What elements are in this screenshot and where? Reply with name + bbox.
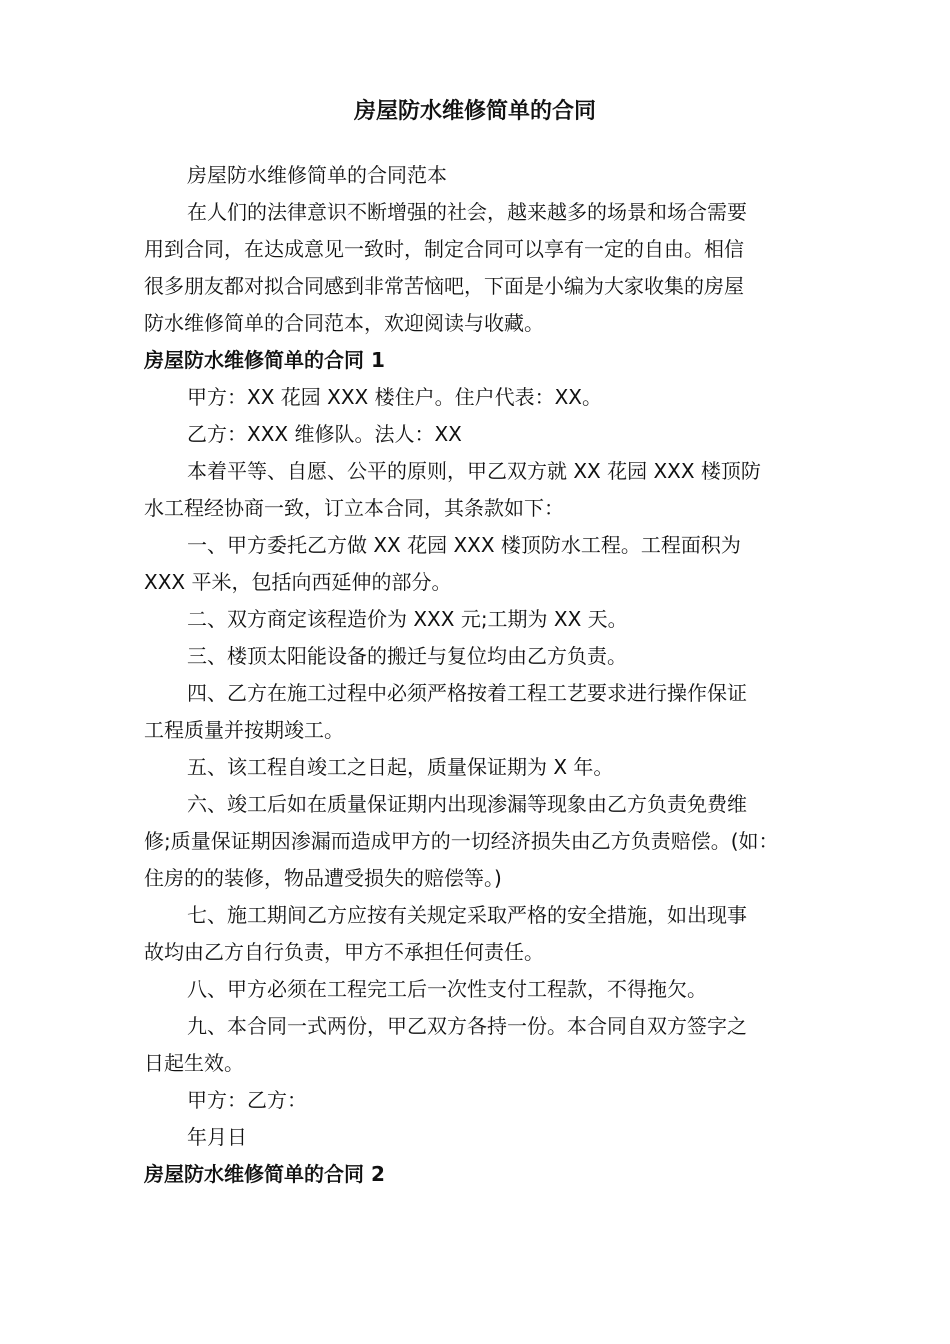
intro-line: 防水维修简单的合同范本，欢迎阅读与收藏。 <box>144 311 544 335</box>
clause-line: 住房的的装修，物品遭受损失的赔偿等。) <box>144 866 502 890</box>
subtitle-line: 房屋防水维修简单的合同范本 <box>187 163 447 187</box>
preamble-line: 本着平等、自愿、公平的原则，甲乙双方就 XX 花园 XXX 楼顶防 <box>187 459 761 483</box>
clause-line: 六、竣工后如在质量保证期内出现渗漏等现象由乙方负责免费维 <box>187 792 747 816</box>
section-heading-2: 房屋防水维修简单的合同 2 <box>144 1162 385 1186</box>
clause-line: 九、本合同一式两份，甲乙双方各持一份。本合同自双方签字之 <box>187 1014 747 1038</box>
preamble-line: 水工程经协商一致，订立本合同，其条款如下： <box>144 496 564 520</box>
clause-line: 八、甲方必须在工程完工后一次性支付工程款，不得拖欠。 <box>187 977 707 1001</box>
party-b-line: 乙方：XXX 维修队。法人：XX <box>187 422 462 446</box>
section-heading-1: 房屋防水维修简单的合同 1 <box>144 348 385 372</box>
document-title: 房屋防水维修简单的合同 <box>353 99 596 124</box>
clause-line: 四、乙方在施工过程中必须严格按着工程工艺要求进行操作保证 <box>187 681 747 705</box>
party-a-line: 甲方：XX 花园 XXX 楼住户。住户代表：XX。 <box>187 385 602 409</box>
clause-line: 五、该工程自竣工之日起，质量保证期为 X 年。 <box>187 755 614 779</box>
intro-line: 很多朋友都对拟合同感到非常苦恼吧，下面是小编为大家收集的房屋 <box>144 274 744 298</box>
clause-line: 一、甲方委托乙方做 XX 花园 XXX 楼顶防水工程。工程面积为 <box>187 533 741 557</box>
clause-line: 二、双方商定该程造价为 XXX 元;工期为 XX 天。 <box>187 607 628 631</box>
date-line: 年月日 <box>187 1125 247 1149</box>
signature-line: 甲方：乙方： <box>187 1088 307 1112</box>
clause-line: 工程质量并按期竣工。 <box>144 718 344 742</box>
clause-line: 故均由乙方自行负责，甲方不承担任何责任。 <box>144 940 544 964</box>
clause-line: 修;质量保证期因渗漏而造成甲方的一切经济损失由乙方负责赔偿。(如： <box>144 829 779 853</box>
clause-line: 七、施工期间乙方应按有关规定采取严格的安全措施，如出现事 <box>187 903 747 927</box>
clause-line: XXX 平米，包括向西延伸的部分。 <box>144 570 452 594</box>
intro-line: 在人们的法律意识不断增强的社会，越来越多的场景和场合需要 <box>187 200 747 224</box>
clause-line: 日起生效。 <box>144 1051 244 1075</box>
intro-line: 用到合同，在达成意见一致时，制定合同可以享有一定的自由。相信 <box>144 237 744 261</box>
clause-line: 三、楼顶太阳能设备的搬迁与复位均由乙方负责。 <box>187 644 627 668</box>
